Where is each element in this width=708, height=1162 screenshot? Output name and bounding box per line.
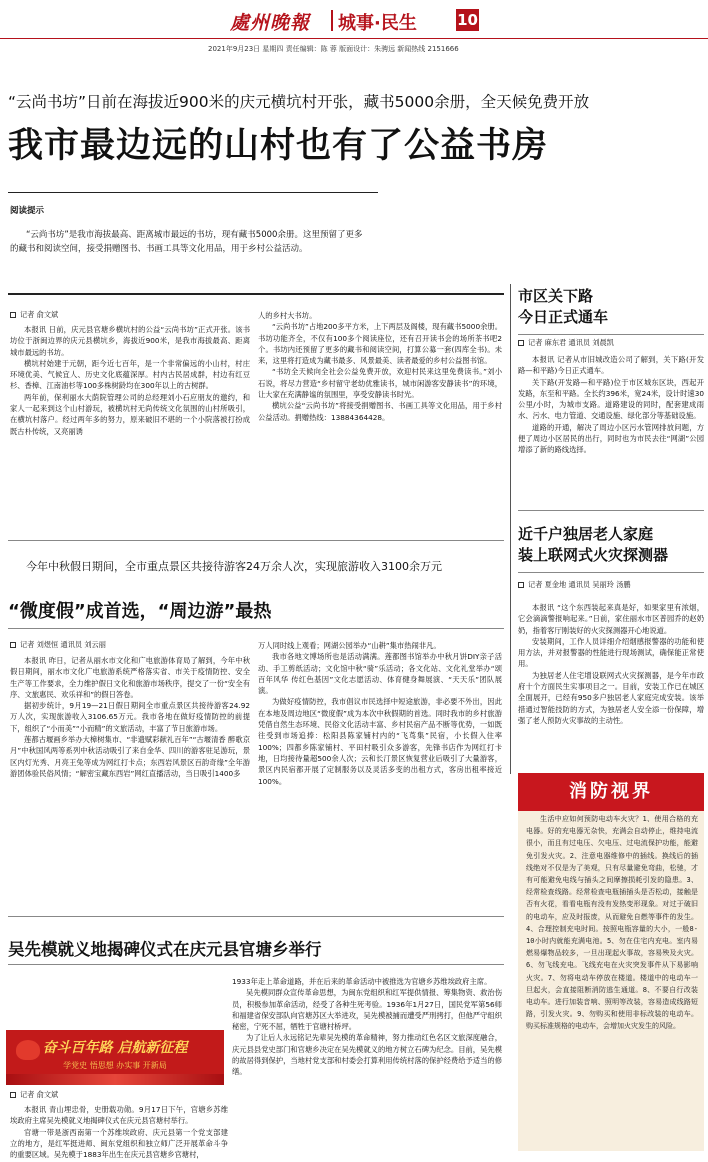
fire-top-rule: [518, 510, 704, 511]
memorial-column-2: [232, 976, 502, 1160]
fire-column-title: 消防视界: [518, 773, 704, 811]
tourism-paragraph: 我市各地文博场所也是活动满满。莲都图书馆举办中秋月饼DIY亲子活动、手工剪纸活动；文化馆中秋“骑”乐活动；各文化站、文化礼堂举办“颂百年风华 传红色基因”文化志愿活动、体育健身舞展演、“天天乐”团队展演。: [258, 652, 502, 696]
road-title-line2: 今日正式通车: [518, 308, 609, 326]
lead-paragraph: 两年前，保利丽水大荫院管理公司的总经理刘小石应朋友的邀约，和家人一起来到这个山村游玩，被横坑村无尚传统文化氛围的山村所吸引，在横坑村落户。经过两年多的努力，原来破旧不堪的一个小院落被打扮成既古朴传统，又亮丽诱: [10, 392, 250, 436]
road-body: [518, 354, 704, 502]
lead-paragraph: “云尚书坊”占地200多平方米，上下两层及阁楼，现有藏书5000余册。书坊功能齐全，不仅有100多个阅读座位，还有召开读书会的场所茶书吧2个。书坊内还预留了更多的藏书和阅读空间，打算公募一套(四库全书)。未来，这里将打造成为藏书最多、风景最美、读者最爱的乡村公益图书馆。: [258, 322, 502, 366]
road-paragraph: 本报讯 记者从市旧城改造公司了解到，关下路(开发路—和平路)今日正式通车。: [518, 355, 704, 376]
fire-paragraph: 安装期间，工作人员详细介绍烟感报警器的功能和使用方法，并对报警器的性能进行现场测试，确保能正常使用。: [518, 636, 704, 669]
byline-square-icon: [10, 642, 16, 648]
tourism-column-1: [10, 655, 250, 885]
fire-byline: [518, 580, 631, 590]
page-number: 10: [457, 11, 478, 29]
fire-paragraph: 本报讯 “这个东西装起来真是好，如果家里有浓烟，它会滴滴警报响起来。”日前，家住丽水市区普园乔的赵奶奶，指着客厅刚装好的火灾探测器开心地说道。: [518, 603, 704, 635]
tourism-paragraph: 为做好疫情防控，我市倡议市民选择中短途旅游，非必要不外出，因此在本地及周边地区“微度假”成为本次中秋假期的首选。同时我市的乡村旅游凭借自然生态环境、民俗文化活动丰富、乡村民宿产品不断等优势，一如既往受到市场追捧：松阳县陈家铺村内的“飞茑集”民宿，小长假入住率100%；四都乡陈家铺村、平田村吸引众多游客，先锋书店作为网红打卡地，日均接待量超500余人次；云和长汀景区恢复营业后吸引了大量游客，景区内民宿都开展了定制服务以及灵活多变的出租方式，客房出租率接近100%。: [258, 697, 502, 786]
fire-title-line2: 装上联网式火灾探测器: [518, 546, 669, 564]
road-byline-text: 记者 麻东君 通讯员 刘晨凯: [528, 338, 614, 347]
memorial-paragraph: 官塘一带是浙西南第一个苏维埃政府、庆元县第一个党支部建立的地方，是红军挺进师、闽东党组织和独立师广泛开展革命斗争的重要区域。吴先模于1883年出生在庆元县官塘乡官塘村，: [10, 1127, 228, 1160]
memorial-byline: [10, 1090, 58, 1100]
lead-paragraph: 横坑村始建于元朝，距今近七百年，是一个非常偏远的小山村，村庄环境优美、气候宜人、历史文化底蕴深厚。村内古民居成群，村边有红豆杉、香樟、江南油杉等100多株树龄均在300年以上的古树群。: [10, 358, 250, 391]
banner-subtitle: 学党史 悟思想 办实事 开新局: [63, 1061, 167, 1070]
lead-paragraph: 人的乡村大书坊。: [258, 311, 317, 320]
lead-paragraph: “书坊全天候向全社会公益免费开放，欢迎村民来这里免费读书。”刘小石说，将尽力营造“乡村留守老幼优雅读书，城市闲游客安静读书”的环境，让大家在充满静谧的氛围里，享受安静读书时光。: [258, 367, 502, 400]
lead-paragraph: 本报讯 日前，庆元县官塘乡横坑村的公益“云尚书坊”正式开张。该书坊位于浙闽边界的庆元县横坑乡，海拔近900米，是我市海拔最高、距离城市最远的书坊。: [10, 325, 250, 357]
banner-stripe: [6, 1074, 224, 1085]
masthead-divider: [331, 10, 333, 31]
tourism-byline: [10, 640, 106, 650]
road-paragraph: 道路的开通，解决了周边小区污水管网排放问题，方便了周边小区居民的出行，同时也为市民去往“网湖”公园增添了新的路线选择。: [518, 422, 704, 455]
fire-byline-text: 记者 夏金地 通讯员 吴丽玲 汤鹏: [528, 580, 631, 589]
tourism-paragraph: 莲都古堰画乡举办大樟树集市、“非遗赋彩献礼百年”“古堰清香 醉歌京月”中秋国风两等系列中秋活动吸引了来自金华、四川的游客驻足游玩，景区内灯光秀、月亮王兔等成为网红打卡点；东西岩风景区百韵奇缘”全年游游团体验民俗风情；“解密宝藏东西岩”网红直播活动，当日吸引1400多: [10, 735, 250, 778]
tourism-top-rule: [8, 540, 504, 541]
road-story-title: [518, 286, 608, 328]
guide-top-rule: [8, 192, 378, 193]
memorial-headline: 吴先模就义地揭碑仪式在庆元县官塘乡举行: [8, 940, 322, 959]
lead-paragraph: 横坑公益“云尚书坊”将接受捐赠图书、书画工具等文化用品，用于乡村公益活动。捐赠热线：13884364428。: [258, 401, 502, 422]
tourism-byline-text: 记者 刘煜恒 通讯员 刘云丽: [20, 640, 106, 649]
fire-title-line1: 近千户独居老人家庭: [518, 525, 654, 543]
fire-column-box: [518, 811, 704, 1151]
byline-square-icon: [518, 340, 524, 346]
tourism-paragraph: 据初步统计，9月19—21日假日期间全市重点景区共接待游客24.92万人次，实现旅游收入3106.65万元。我市各地在做好疫情防控的前提下，组织了“小而美”“小而精”的文旅活动，丰富了节日旅游市场。: [10, 701, 250, 733]
lead-column-2: [258, 310, 502, 512]
memorial-top-rule: [8, 916, 504, 917]
sidebar-divider: [510, 284, 511, 774]
memorial-paragraph: 吴先模同群众宣传革命思想，为闽东党组织和红军提供情报、筹集物资、救治伤员，积极参加革命活动，经受了各种生死考验。1936年1月27日，国民党军第56师和福建省保安部队向官塘苏区大举进攻，吴先模被捕而遭受严刑拷打，但他严守组织秘密，宁死不屈，牺牲于官塘村桥坪。: [232, 988, 502, 1032]
lead-column-1: [10, 324, 250, 512]
tourism-lead: 今年中秋假日期间，全市重点景区共接待游客24万余人次，实现旅游收入3100余万元: [26, 560, 442, 573]
memorial-paragraph: 本报讯 青山埋忠骨，史册载功勋。9月17日下午，官塘乡苏维埃政府主席吴先模就义地揭碑仪式在庆元县官塘村举行。: [10, 1105, 228, 1126]
memorial-rule: [8, 964, 504, 965]
tourism-paragraph: 本报讯 昨日，记者从丽水市文化和广电旅游体育局了解到，今年中秋假日期间，丽水市文化广电旅游系统严格落实省、市关于疫情防控、安全生产等工作要求，全力维护假日文化和旅游市场秩序，提交了一份“安全有序、文旅惠民、欢乐祥和”的假日答卷。: [10, 656, 250, 699]
memorial-paragraph: 为了让后人永远铭记先辈吴先模的革命精神，努力推动红色名区文旅深度融合，庆元县县党史部门和官塘乡决定在吴先模就义的地方树立石碑为纪念。目前，吴先模的故居得到保护，当地村党支部和村委会打算利用传统村落的保护经费给予适当的修缮。: [232, 1033, 502, 1077]
lead-headline: 我市最边远的山村也有了公益书房: [8, 126, 549, 166]
party-history-banner: [6, 1030, 224, 1085]
issue-info: 2021年9月23日 星期四 责任编辑：陈 蓉 版面设计：朱骋远 新闻热线 2151666: [208, 45, 459, 53]
tourism-paragraph: 万人同时线上观看；网湖公园举办“山耕”集市热闹非凡。: [258, 641, 441, 650]
fire-rule: [518, 572, 704, 573]
memorial-column-1: [10, 1104, 228, 1160]
banner-title: 奋斗百年路 启航新征程: [42, 1040, 188, 1056]
tourism-headline: “微度假”成首选，“周边游”最热: [8, 601, 272, 622]
masthead-rule: [0, 38, 708, 39]
newspaper-logo: 處州晚報: [230, 12, 311, 34]
byline-square-icon: [10, 312, 16, 318]
lead-byline-text: 记者 俞文斌: [20, 310, 59, 319]
memorial-paragraph: 1933年走上革命道路，并在后来的革命活动中被推选为官塘乡苏维埃政府主席。: [232, 977, 492, 986]
fire-paragraph: 为独居老人住宅增设联网式火灾探测器，是今年市政府十个方面民生实事项目之一。目前，安装工作已在城区全面展开，已经有950多户独居老人家庭完成安装。该举措通过智能技防的方式，为独居老人安全添一份保障，增强了老人预防火灾事故的主动性。: [518, 670, 704, 725]
tourism-rule: [8, 628, 504, 629]
reading-guide-title: 阅读提示: [10, 206, 45, 216]
guide-bottom-rule: [8, 293, 504, 295]
road-rule: [518, 334, 704, 335]
road-byline: [518, 338, 614, 348]
lead-byline: [10, 310, 58, 320]
fire-body: [518, 602, 704, 768]
memorial-byline-text: 记者 俞文斌: [20, 1090, 59, 1099]
lead-subheadline: “云尚书坊”日前在海拔近900米的庆元横坑村开张，藏书5000余册，全天候免费开放: [8, 93, 590, 111]
tourism-column-2: [258, 640, 502, 885]
road-paragraph: 关下路(开发路—和平路)位于市区城东区块，西起开发路，东至和平路。全长约396米，宽24米，设计时速30公里/小时，为城市支路。道路建设的同时，配套建成雨水、污水、电力管道、交通设施、绿化部分等基础设施。: [518, 377, 704, 421]
fire-story-title: [518, 524, 668, 566]
road-title-line1: 市区关下路: [518, 287, 594, 305]
fire-column-text: 生活中应如何预防电动车火灾？1、使用合格的充电器。好的充电器无杂快，充满会自动停止，维持电流很小，而且有过电压、欠电压、过电流保护功能，能避免引发火灾。2、注意电器维修中的插线。换线后的插线绝对不仅是为了美观，只有尽量避免弯曲，松驰，才有可能避免电线与插头之间摩擦损耗引发的隐患。3、经常检查线路。经常检查电瓶插插头是否松动，接触是否有火花，看看电瓶有没有发热变形现象。对过于破旧的电动车，应及时报废，从而避免自燃等事件的发生。4、合理控制充电时间。按照电瓶容量的大小，一般8-10小时内就能充满电池。5、勿在住宅内充电。室内易燃易爆物品较多，一旦出现起火事故，容易殃及火灾。6、勿飞线充电。飞线充电在火灾突发事件从下易影响火灾。7、勿将电动车停放在楼道。楼道中的电动车一旦起火，会直接阻断消防逃生通道。8、不要自行改装电动车。进行加装音响、照明等改装，容易造成线路短路，引发火灾。9、勿购买和使用非标改装的电动车。购买标准规格的电动车，会增加火灾发生的风险。: [526, 815, 698, 1031]
byline-square-icon: [10, 1092, 16, 1098]
reading-guide-text: “云尚书坊”是我市海拔最高、距离城市最远的书坊，现有藏书5000余册。这里预留了更多的藏书和阅读空间，接受捐赠图书、书画工具等文化用品，用于乡村公益活动。: [10, 230, 363, 254]
byline-square-icon: [518, 582, 524, 588]
section-title: 城事·民生: [338, 13, 417, 34]
